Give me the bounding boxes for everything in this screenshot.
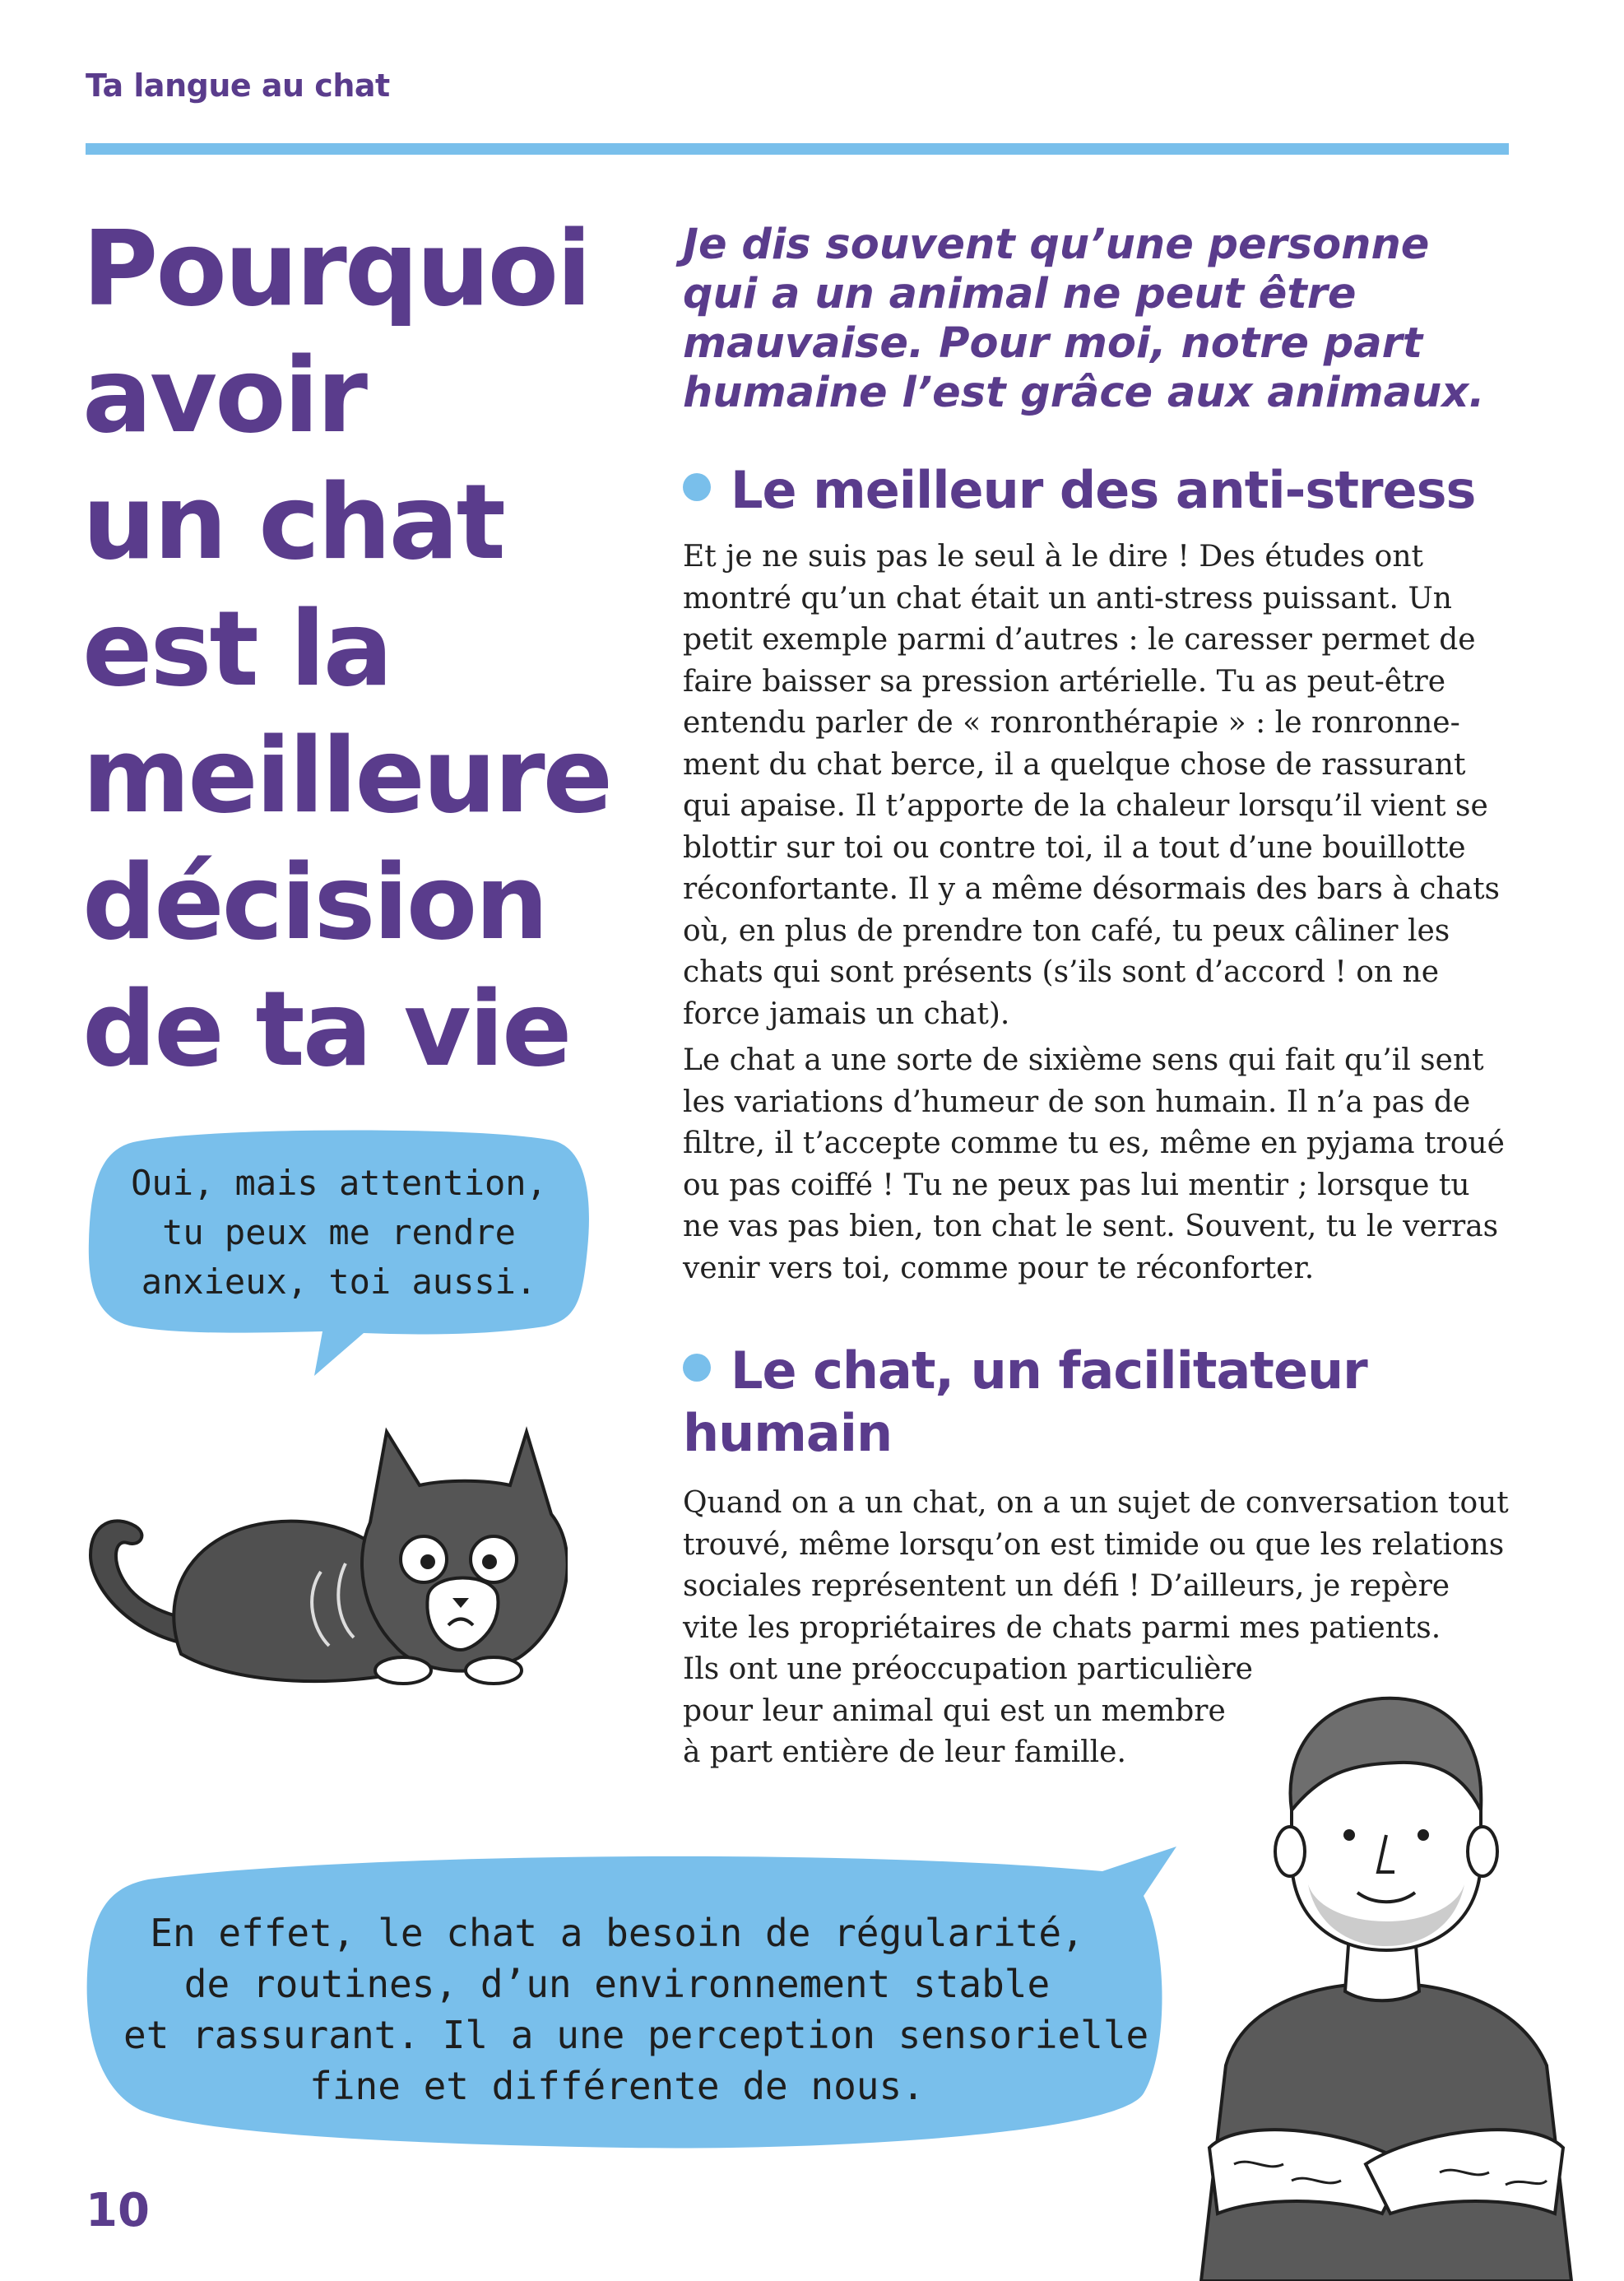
man-speech-text [123, 1907, 1149, 2111]
bubble-line: Oui, mais attention, [131, 1163, 547, 1203]
text-line: réconfortante. Il y a même désormais des bars à chats [683, 872, 1501, 906]
text-line: Ils ont une préoccupation particulière [683, 1652, 1253, 1686]
section-heading-text: Le meilleur des anti-stress [731, 460, 1476, 520]
text-line: petit exemple parmi d’autres : le caresser permet de [683, 623, 1476, 657]
text-line: ne vas pas bien, ton chat le sent. Souvent, tu le verras [683, 1210, 1499, 1243]
text-line: Le chat a une sorte de sixième sens qui fait qu’il sent [683, 1043, 1484, 1077]
text-line: venir vers toi, comme pour te réconforter. [683, 1251, 1315, 1285]
bullet-dot-icon [683, 473, 711, 501]
text-line: blottir sur toi ou contre toi, il a tout d’une bouillotte [683, 830, 1466, 865]
section-heading-text: humain [683, 1403, 893, 1463]
bubble-line: et rassurant. Il a une perception sensorielle [123, 2013, 1149, 2057]
cat-speech-text [84, 1159, 594, 1307]
man-illustration [1193, 1687, 1580, 2281]
section-heading-anti-stress [683, 459, 1475, 522]
page-number: 10 [86, 2184, 150, 2237]
title-line: Pourquoi [82, 208, 590, 329]
text-line: montré qu’un chat était un anti-stress puissant. Un [683, 581, 1452, 616]
text-line: vite les propriétaires de chats parmi mes patients. [683, 1610, 1441, 1645]
text-line: Et je ne suis pas le seul à le dire ! Des études ont [683, 540, 1423, 574]
text-line: qui apaise. Il t’apporte de la chaleur lorsqu’il vient se [683, 789, 1488, 823]
section-heading-text: Le chat, un facilitateur [731, 1340, 1367, 1401]
bubble-line: tu peux me rendre [162, 1212, 516, 1252]
cat-illustration [58, 1424, 568, 1695]
text-line: entendu parler de « ronronthérapie » : le ronronne- [683, 706, 1460, 740]
text-line: les variations d’humeur de son humain. Il n’a pas de [683, 1085, 1471, 1119]
text-line: à part entière de leur famille. [683, 1735, 1126, 1769]
title-line: meilleure [82, 715, 611, 836]
page-title [82, 206, 625, 1093]
quote-line: mauvaise. Pour moi, notre part [683, 319, 1423, 368]
section-heading-facilitateur [683, 1340, 1367, 1465]
header-rule [86, 143, 1509, 155]
text-line: faire baisser sa pression artérielle. Tu as peut-être [683, 664, 1446, 699]
text-line: pour leur animal qui est un membre [683, 1693, 1226, 1728]
bullet-dot-icon [683, 1354, 711, 1382]
section1-paragraph2 [683, 1040, 1514, 1289]
running-header: Ta langue au chat [86, 67, 390, 104]
text-line: où, en plus de prendre ton café, tu peux câliner les [683, 913, 1450, 948]
title-line: décision [82, 842, 546, 963]
text-line: trouvé, même lorsqu’on est timide ou que les relations [683, 1527, 1505, 1562]
text-line: ment du chat berce, il a quelque chose de rassurant [683, 747, 1466, 782]
text-line: force jamais un chat). [683, 996, 1010, 1031]
section1-paragraph1 [683, 537, 1514, 1035]
text-line: filtre, il t’accepte comme tu es, même en pyjama troué [683, 1127, 1505, 1160]
bubble-line: de routines, d’un environnement stable [183, 1962, 1051, 2006]
bubble-line: En effet, le chat a besoin de régularité, [150, 1911, 1084, 1955]
bubble-line: anxieux, toi aussi. [141, 1261, 537, 1302]
quote-line: qui a un animal ne peut être [683, 270, 1357, 318]
title-line: un chat [82, 462, 503, 583]
text-line: chats qui sont présents (s’ils sont d’accord ! on ne [683, 955, 1440, 989]
quote-line: Je dis souvent qu’une personne [683, 221, 1430, 269]
title-line: avoir [82, 335, 366, 456]
text-line: sociales représentent un défi ! D’ailleurs, je repère [683, 1569, 1450, 1603]
text-line: Quand on a un chat, on a un sujet de conversation tout [683, 1486, 1509, 1520]
bubble-line: fine et différente de nous. [309, 2064, 925, 2108]
text-line: ou pas coiffé ! Tu ne peux pas lui mentir ; lorsque tu [683, 1168, 1470, 1202]
title-line: est la [82, 588, 391, 709]
title-line: de ta vie [82, 969, 570, 1089]
quote-line: humaine l’est grâce aux animaux. [683, 369, 1485, 417]
intro-quote [683, 221, 1506, 418]
